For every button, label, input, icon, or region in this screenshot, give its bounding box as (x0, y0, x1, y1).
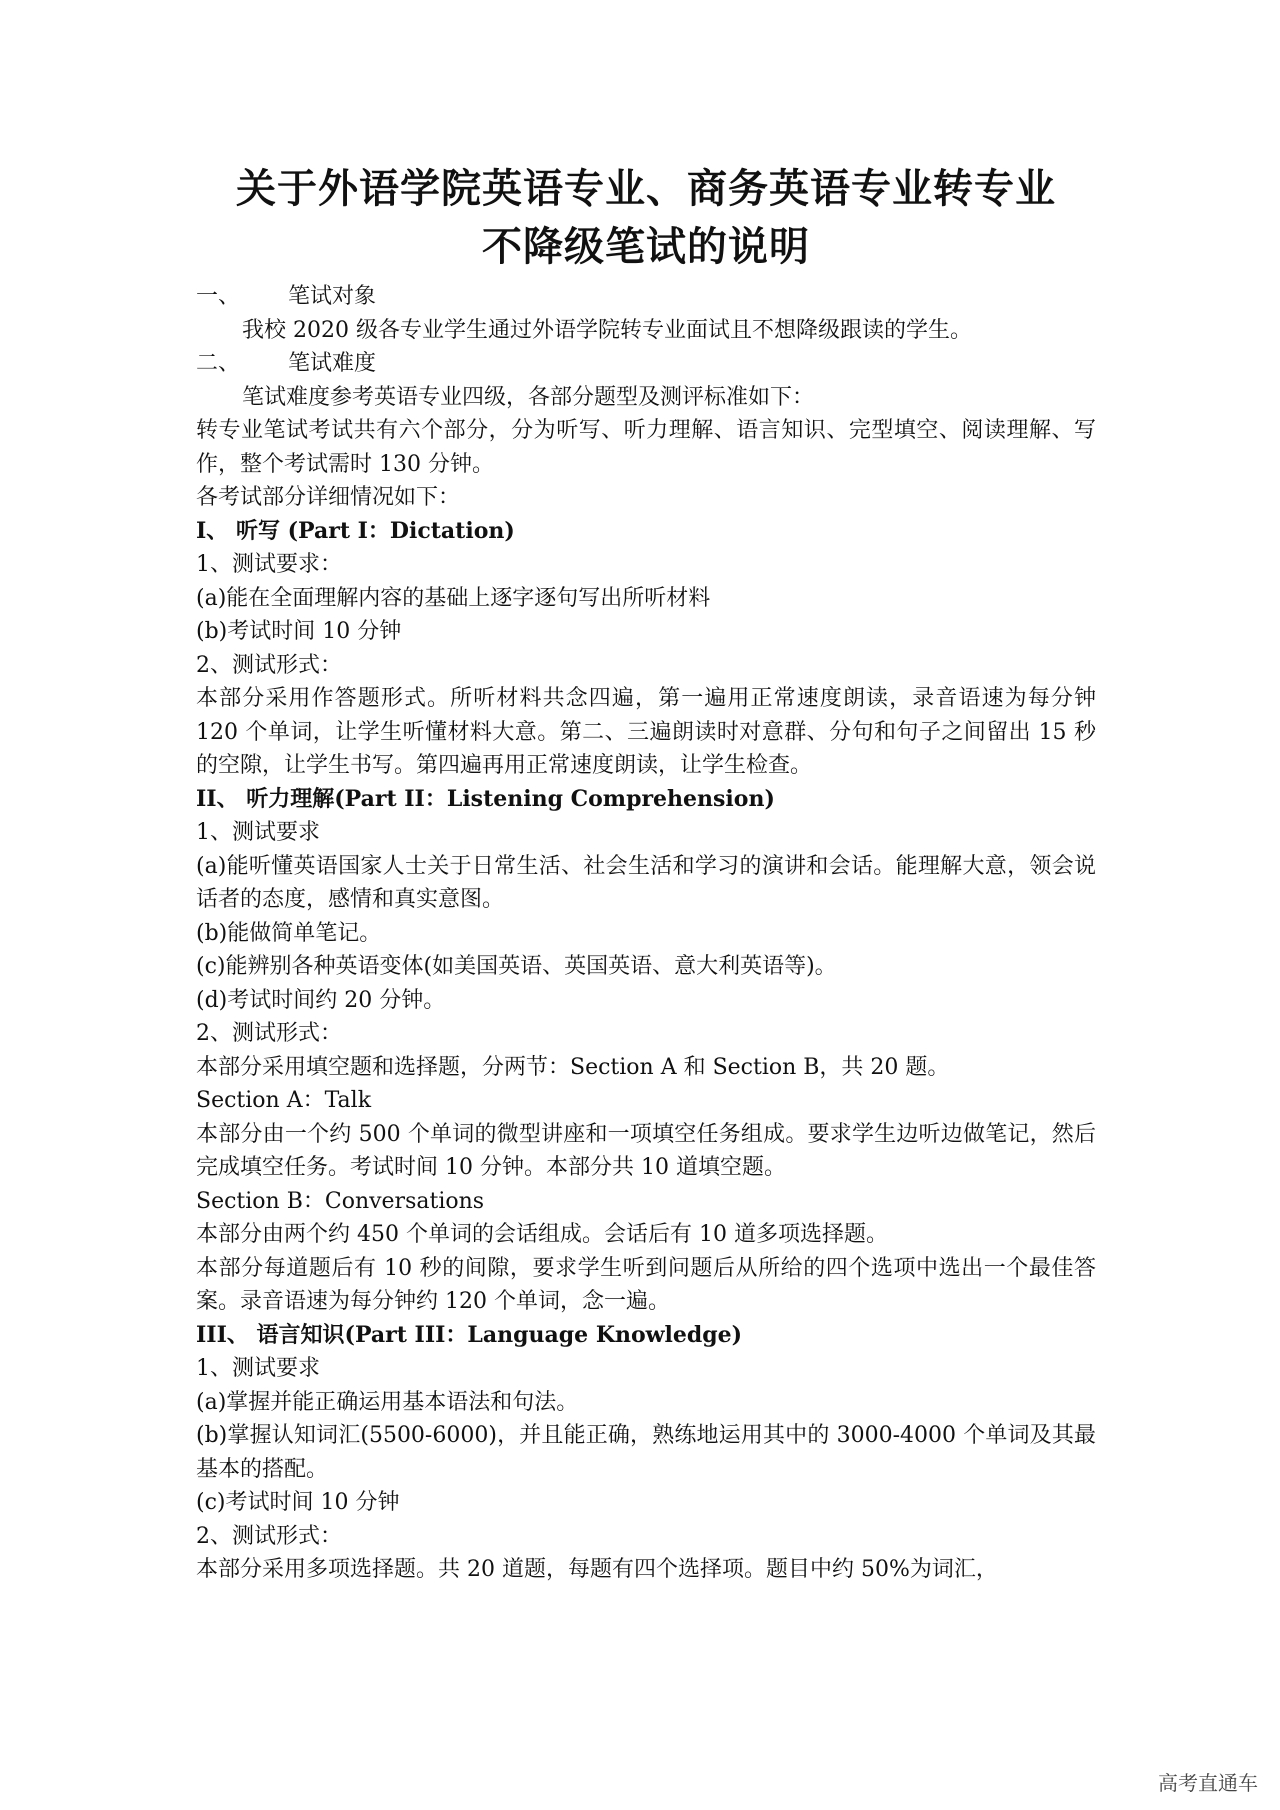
part-2-req-c: (c)能辨别各种英语变体(如美国英语、英国英语、意大利英语等)。 (196, 954, 837, 979)
part-1-form-label: 2、测试形式： (196, 652, 342, 678)
part-3-req-b: (b)掌握认知词汇(5500-6000)，并且能正确，熟练地运用其中的 3000-4000 个单词及其最基本的搭配。 (196, 1423, 1096, 1482)
exam-overview: 转专业笔试考试共有六个部分，分为听写、听力理解、语言知识、完型填空、阅读理解、写作，整个考试需时 130 分钟。 (196, 418, 1096, 477)
part-3-form-label: 2、测试形式： (196, 1523, 342, 1549)
part-3-req-label: 1、测试要求 (196, 1356, 320, 1381)
part-3-form-body: 本部分采用多项选择题。共 20 道题，每题有四个选择项。题目中约 50%为词汇， (196, 1557, 998, 1582)
section-2-body: 笔试难度参考英语专业四级，各部分题型及测评标准如下： (242, 384, 815, 410)
part-2-section-b-body-2: 本部分每道题后有 10 秒的间隙，要求学生听到问题后从所给的四个选项中选出一个最佳答案。录音语速为每分钟约 120 个单词，念一遍。 (196, 1255, 1096, 1314)
part-2-req-b: (b)能做简单笔记。 (196, 920, 382, 946)
section-2-heading (196, 347, 1096, 381)
part-2-heading: II、 听力理解(Part II：Listening Comprehension) (196, 785, 775, 812)
part-2-section-a-label: Section A：Talk (196, 1088, 372, 1113)
part-1-req-b: (b)考试时间 10 分钟 (196, 619, 402, 644)
part-3-heading: III、 语言知识(Part III：Language Knowledge) (196, 1321, 743, 1348)
part-2-section-a-body: 本部分由一个约 500 个单词的微型讲座和一项填空任务组成。要求学生边听边做笔记，然后完成填空任务。考试时间 10 分钟。本部分共 10 道填空题。 (196, 1121, 1096, 1180)
part-2-form-label: 2、测试形式： (196, 1021, 342, 1046)
title-line-1: 关于外语学院英语专业、商务英语专业转专业 (236, 166, 1056, 212)
details-intro: 各考试部分详细情况如下： (196, 485, 461, 510)
part-2-section-b-label: Section B：Conversations (196, 1188, 485, 1214)
section-2-number: 二、 (196, 351, 241, 376)
part-1-req-a: (a)能在全面理解内容的基础上逐字逐句写出所听材料 (196, 585, 711, 611)
part-2-form-body: 本部分采用填空题和选择题，分两节：Section A 和 Section B，共 20 题。 (196, 1054, 950, 1080)
title-line-2: 不降级笔试的说明 (482, 224, 810, 270)
section-1-title: 笔试对象 (288, 284, 377, 309)
section-1-number: 一、 (196, 284, 241, 309)
part-2-req-label: 1、测试要求 (196, 820, 320, 845)
part-3-req-a: (a)掌握并能正确运用基本语法和句法。 (196, 1389, 579, 1415)
section-2-title: 笔试难度 (288, 351, 377, 376)
part-2-req-a: (a)能听懂英语国家人士关于日常生活、社会生活和学习的演讲和会话。能理解大意，领会说话者的态度，感情和真实意图。 (196, 853, 1096, 912)
part-2-req-d: (d)考试时间约 20 分钟。 (196, 987, 446, 1013)
part-1-heading: I、 听写 (Part I：Dictation) (196, 517, 515, 544)
section-1-heading (196, 280, 1096, 314)
part-1-req-label: 1、测试要求： (196, 552, 342, 577)
watermark-text: 高考直通车 (1158, 1771, 1258, 1795)
part-3-req-c: (c)考试时间 10 分钟 (196, 1490, 400, 1515)
part-1-form-body: 本部分采用作答题形式。所听材料共念四遍，第一遍用正常速度朗读，录音语速为每分钟 120 个单词，让学生听懂材料大意。第二、三遍朗读时对意群、分句和句子之间留出 15 秒的空隙，让学生书写。第四遍再用正常速度朗读，让学生检查。 (196, 686, 1096, 778)
part-2-section-b-body-1: 本部分由两个约 450 个单词的会话组成。会话后有 10 道多项选择题。 (196, 1222, 888, 1247)
document-page (196, 150, 1096, 1587)
section-1-body: 我校 2020 级各专业学生通过外语学院转专业面试且不想降级跟读的学生。 (242, 317, 972, 343)
